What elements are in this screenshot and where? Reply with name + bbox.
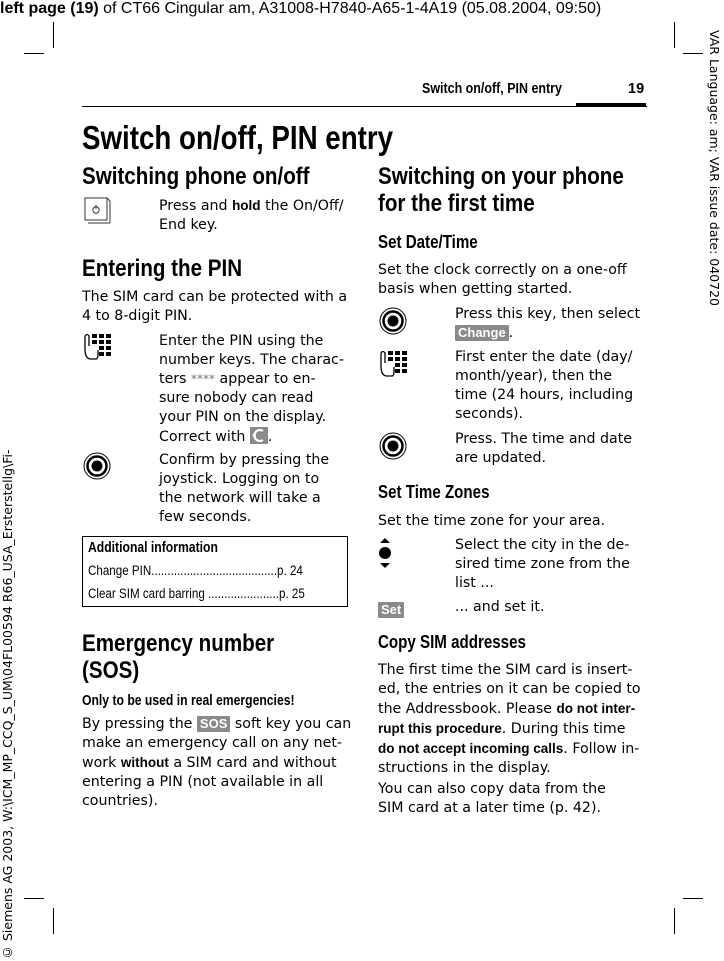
pin-enter-a: Enter the PIN using the number keys. The charac- ters <box>159 333 344 387</box>
info-row-dots: ...................... <box>208 586 280 601</box>
crop-mark <box>53 908 54 934</box>
joystick-icon <box>82 451 114 483</box>
date-step1 <box>455 305 640 343</box>
additional-info-box <box>82 536 348 607</box>
date-step2: First enter the date (day/ month/year), then the time (24 hours, including seconds). <box>455 349 634 422</box>
date-step1-end: . <box>508 325 514 341</box>
page-number: 19 <box>628 81 645 97</box>
info-title: Additional information <box>88 540 218 556</box>
navigate-up-down-icon <box>378 537 398 571</box>
sim-paragraph-2: You can also copy data from the SIM card at a later time (p. 42). <box>378 781 606 816</box>
keypad-icon <box>378 349 412 379</box>
end-key-icon <box>82 195 112 225</box>
onoff-bold: hold <box>232 198 261 213</box>
sim-text-bold1: do not inter- rupt this procedure <box>378 701 636 736</box>
sos-text-a: By pressing the <box>82 716 197 732</box>
crop-mark <box>683 53 703 54</box>
zones-step2: ... and set it. <box>455 599 545 615</box>
sos-text-b: soft key you can make an emergency call on any net- work <box>82 716 352 771</box>
info-row-label: Clear SIM card barring <box>88 586 209 601</box>
date-intro: Set the clock correctly on a one-off basis when getting started. <box>378 262 627 297</box>
crop-mark <box>53 22 54 48</box>
sos-text-bold: without <box>120 755 169 770</box>
pin-enter-text <box>159 332 344 447</box>
pin-intro: The SIM card can be protected with a 4 to 8-digit PIN. <box>82 289 348 324</box>
info-row-label: Change PIN <box>88 563 152 578</box>
crop-mark <box>683 898 703 899</box>
heading-entering-pin: Entering the PIN <box>82 255 243 282</box>
heading-first-time: Switching on your phone for the first time <box>378 163 624 217</box>
sim-text-d: . Follow in- structions in the display. <box>378 741 640 776</box>
info-row-clear-sim[interactable] <box>88 586 303 601</box>
onoff-post: the On/Off/ End key. <box>159 198 344 233</box>
page-title: Switch on/off, PIN entry <box>82 119 394 156</box>
pin-enter-b: appear to en- sure nobody can read your PIN on the display. Correct with <box>159 371 327 445</box>
date-step1-text: Press this key, then select <box>455 306 641 322</box>
sos-paragraph <box>82 715 351 811</box>
header-tab <box>576 103 646 107</box>
sim-text-a: The first time the SIM card is insert- ed, the entries on it can be copied to the Addressbook. Please <box>378 662 641 717</box>
banner-rest: of CT66 Cingular am, A31008-H7840-A65-1-4A19 (05.08.2004, 09:50) <box>98 0 602 17</box>
info-row-change-pin[interactable] <box>88 563 303 578</box>
sos-warning: Only to be used in real emergencies! <box>82 693 295 709</box>
heading-set-date-time: Set Date/Time <box>378 232 478 252</box>
running-header-title: Switch on/off, PIN entry <box>422 81 562 97</box>
banner-bold: left page (19) <box>0 0 99 17</box>
joystick-icon <box>378 306 410 338</box>
heading-set-time-zones: Set Time Zones <box>378 482 490 502</box>
joystick-icon <box>378 431 410 463</box>
header-rule <box>82 106 647 107</box>
set-softkey: Set <box>378 602 404 618</box>
info-row-dots: ....................................... <box>151 563 278 578</box>
crop-mark <box>24 53 44 54</box>
pin-stars: **** <box>191 372 216 386</box>
heading-copy-sim: Copy SIM addresses <box>378 632 526 652</box>
set-softkey-wrap <box>378 599 404 618</box>
sos-text-c: a SIM card and without entering a PIN (not available in all countries). <box>82 755 337 809</box>
side-note-right: VAR Language: am; VAR issue date: 040720 <box>707 30 722 306</box>
clear-key-icon <box>250 427 268 444</box>
keypad-icon <box>82 332 116 362</box>
date-step3: Press. The time and date are updated. <box>455 431 633 466</box>
sim-text-bold2: do not accept incoming calls <box>378 741 564 756</box>
change-softkey: Change <box>455 325 509 341</box>
crop-mark <box>674 22 675 48</box>
info-row-page: p. 25 <box>279 586 305 601</box>
pin-confirm-text: Confirm by pressing the joystick. Logging on to the network will take a few seconds. <box>159 452 330 525</box>
info-row-page: p. 24 <box>277 563 303 578</box>
sim-paragraph-1 <box>378 661 641 778</box>
print-banner <box>0 0 601 18</box>
heading-switching-on-off: Switching phone on/off <box>82 163 310 190</box>
crop-mark <box>674 908 675 934</box>
sos-softkey: SOS <box>197 716 230 732</box>
sim-text-c: . During this time <box>501 721 626 737</box>
onoff-pre: Press and <box>159 198 233 214</box>
side-note-left: © Siemens AG 2003, W:\ICM_MP_CCQ_S_UM\04FL00594 R66_USA_Ersterstellg\Fi- <box>0 449 15 960</box>
pin-enter-c: . <box>267 429 273 445</box>
crop-mark <box>24 898 44 899</box>
zones-step1: Select the city in the de- sired time zone from the list ... <box>455 537 630 591</box>
zones-intro: Set the time zone for your area. <box>378 513 606 529</box>
onoff-text <box>159 196 344 235</box>
heading-emergency: Emergency number (SOS) <box>82 630 275 684</box>
